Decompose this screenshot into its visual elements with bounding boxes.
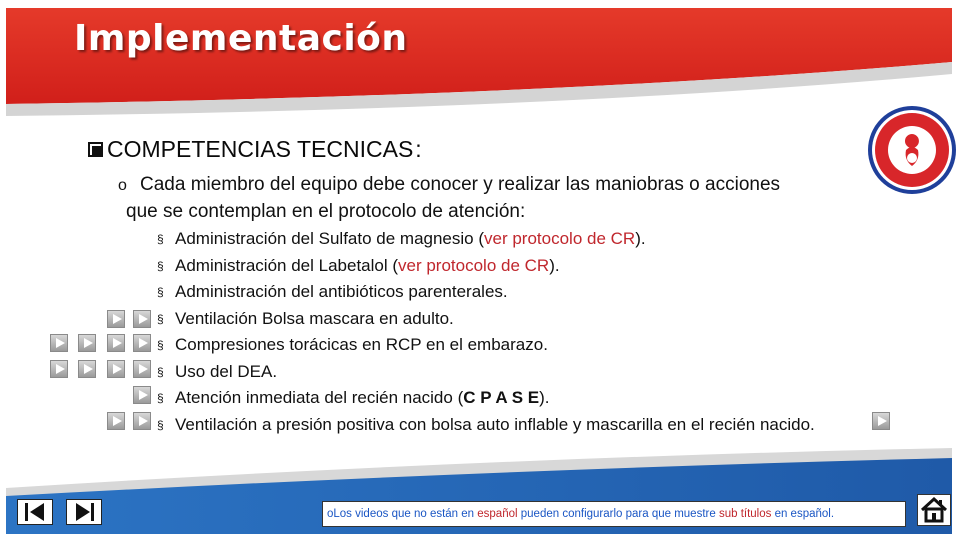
- bullet-mark: §: [157, 417, 164, 432]
- first-slide-button[interactable]: [17, 499, 53, 525]
- codigo-rojo-logo: [866, 104, 958, 196]
- play-triangle-icon[interactable]: [133, 334, 151, 352]
- list-item: [157, 359, 815, 386]
- slide-title: Implementación: [74, 18, 408, 59]
- home-button[interactable]: [917, 494, 951, 526]
- play-triangle-icon[interactable]: [107, 412, 125, 430]
- note-text: en español.: [771, 508, 835, 520]
- list-item: [157, 226, 815, 253]
- play-triangle-icon[interactable]: [50, 360, 68, 378]
- play-triangle-icon[interactable]: [133, 412, 151, 430]
- item-text-end: ).: [539, 388, 550, 407]
- play-triangle-icon[interactable]: [133, 360, 151, 378]
- item-text: Atención inmediata del recién nacido (: [175, 388, 464, 407]
- first-slide-icon: [25, 503, 28, 521]
- play-triangle-icon[interactable]: [107, 310, 125, 328]
- item-text: Administración del Sulfato de magnesio (: [175, 229, 484, 248]
- play-triangle-icon[interactable]: [133, 310, 151, 328]
- play-triangle-icon[interactable]: [78, 334, 96, 352]
- last-slide-button[interactable]: [66, 499, 102, 525]
- list-item: [157, 253, 815, 280]
- list-item: [157, 332, 815, 359]
- list-item: [157, 306, 815, 333]
- section-heading: [88, 136, 422, 163]
- bullet-mark: §: [157, 311, 164, 326]
- bullet-mark: §: [157, 232, 164, 246]
- item-text-end: ).: [549, 255, 560, 275]
- bullet-mark: §: [157, 285, 164, 299]
- arrow-left-icon: [30, 503, 44, 521]
- list-item: [157, 279, 815, 306]
- competency-list: [157, 226, 815, 438]
- bullet-mark: §: [157, 391, 164, 405]
- bullet-mark: §: [157, 258, 164, 273]
- item-text: Compresiones torácicas en RCP en el embarazo.: [175, 335, 548, 354]
- bullet-mark: §: [157, 338, 164, 352]
- play-triangle-icon[interactable]: [50, 334, 68, 352]
- note-highlight: sub títulos: [718, 508, 772, 520]
- play-triangle-icon[interactable]: [78, 360, 96, 378]
- checkbox-bullet-icon: [88, 142, 103, 157]
- protocol-link[interactable]: ver protocolo de CR: [484, 229, 636, 248]
- subtitles-note: [322, 501, 906, 527]
- item-text: Administración del Labetalol (: [175, 255, 399, 275]
- item-text: Ventilación Bolsa mascara en adulto.: [175, 308, 454, 328]
- bullet-mark: §: [157, 364, 164, 379]
- note-highlight: español: [477, 508, 518, 520]
- item-text: Ventilación a presión positiva con bolsa auto inflable y mascarilla en el recién nacido.: [175, 414, 815, 434]
- last-slide-icon: [76, 503, 90, 521]
- header-banner: [0, 0, 960, 130]
- sub-paragraph: [118, 172, 878, 225]
- note-text: pueden configurarlo para que muestre: [517, 508, 719, 520]
- note-text: oLos videos que no están en: [327, 508, 478, 520]
- heading-colon: :: [415, 136, 422, 162]
- item-text: Uso del DEA.: [175, 361, 278, 381]
- cpase-acronym: C P A S E: [463, 388, 540, 407]
- item-text-end: ).: [635, 229, 646, 248]
- sub-line-2: que se contemplan en el protocolo de atención:: [126, 201, 526, 222]
- sub-line-1: Cada miembro del equipo debe conocer y realizar las maniobras o acciones: [140, 174, 781, 195]
- list-item: [157, 412, 815, 439]
- bar-right-icon: [91, 503, 94, 521]
- heading-text: COMPETENCIAS TECNICAS: [107, 136, 414, 162]
- home-icon: [918, 495, 950, 525]
- protocol-link[interactable]: ver protocolo de CR: [398, 255, 550, 275]
- play-triangle-icon[interactable]: [107, 360, 125, 378]
- play-triangle-icon[interactable]: [107, 334, 125, 352]
- play-triangle-icon[interactable]: [133, 386, 151, 404]
- play-triangle-icon[interactable]: [872, 412, 890, 430]
- sub-bullet: o: [118, 177, 127, 194]
- item-text: Administración del antibióticos parenterales.: [175, 282, 508, 301]
- list-item: [157, 385, 815, 412]
